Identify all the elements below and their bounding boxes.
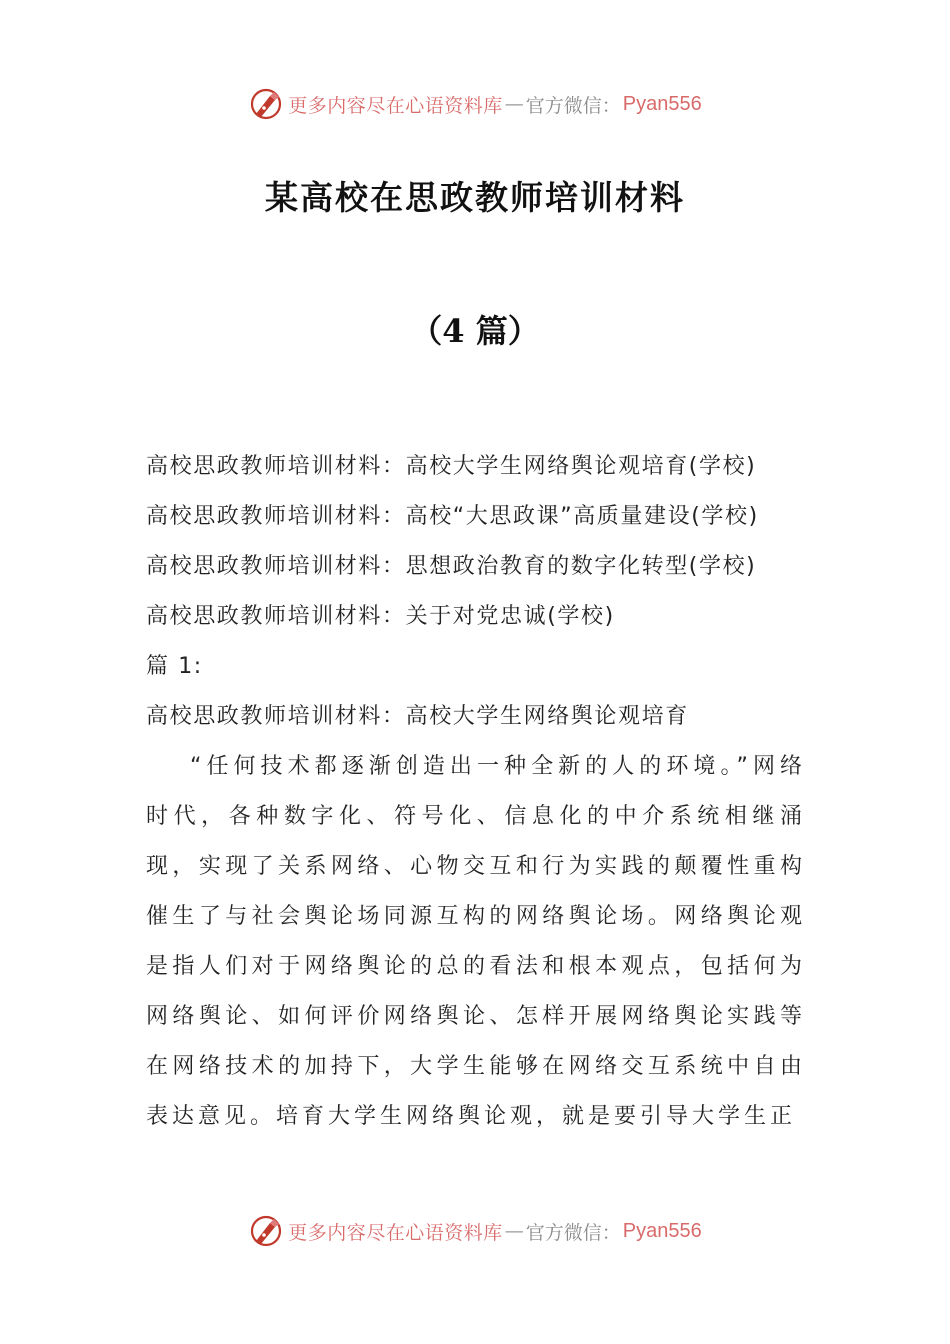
banner-separator: — [504, 93, 524, 115]
toc-item: 高校思政教师培训材料：思想政治教育的数字化转型(学校) [146, 554, 757, 579]
toc-item: 高校思政教师培训材料：高校“大思政课”高质量建设(学校) [146, 504, 759, 529]
section-title: 高校思政教师培训材料：高校大学生网络舆论观培育 [146, 704, 689, 729]
toc-item: 高校思政教师培训材料：关于对党忠诚(学校) [146, 604, 615, 629]
document-title: 某高校在思政教师培训材料 [265, 178, 685, 217]
banner-wechat-label: 官方微信： [525, 1221, 621, 1244]
banner-wechat-id: Pyan556 [622, 92, 702, 115]
document-body [146, 442, 806, 1142]
toc-item: 高校思政教师培训材料：高校大学生网络舆论观培育(学校) [146, 454, 757, 479]
banner-text: 更多内容尽在心语资料库 [288, 94, 503, 117]
header-watermark-banner [0, 82, 950, 126]
body-paragraph: “任何技术都逐渐创造出一种全新的人的环境。”网络时代，各种数字化、符号化、信息化的中介系统相继涌现，实现了关系网络、心物交互和行为实践的颠覆性重构催生了与社会舆论场同源互构的网络舆论场。网络舆论观是指人们对于网络舆论的总的看法和根本观点，包括何为网络舆论、如何评价网络舆论、怎样开展网络舆论实践等在网络技术的加持下，大学生能够在网络交互系统中自由表达意见。培育大学生网络舆论观，就是要引导大学生正 [146, 754, 806, 1129]
banner-wechat-id: Pyan556 [622, 1219, 702, 1242]
banner-wechat-label: 官方微信： [525, 94, 621, 117]
document-subtitle: （4 篇） [410, 312, 540, 350]
footer-watermark-banner [0, 1209, 950, 1253]
pen-nib-logo-icon [248, 1213, 284, 1249]
banner-separator: — [504, 1220, 524, 1242]
pen-nib-logo-icon [248, 86, 284, 122]
section-label: 篇 1: [146, 654, 203, 679]
banner-text: 更多内容尽在心语资料库 [288, 1221, 503, 1244]
